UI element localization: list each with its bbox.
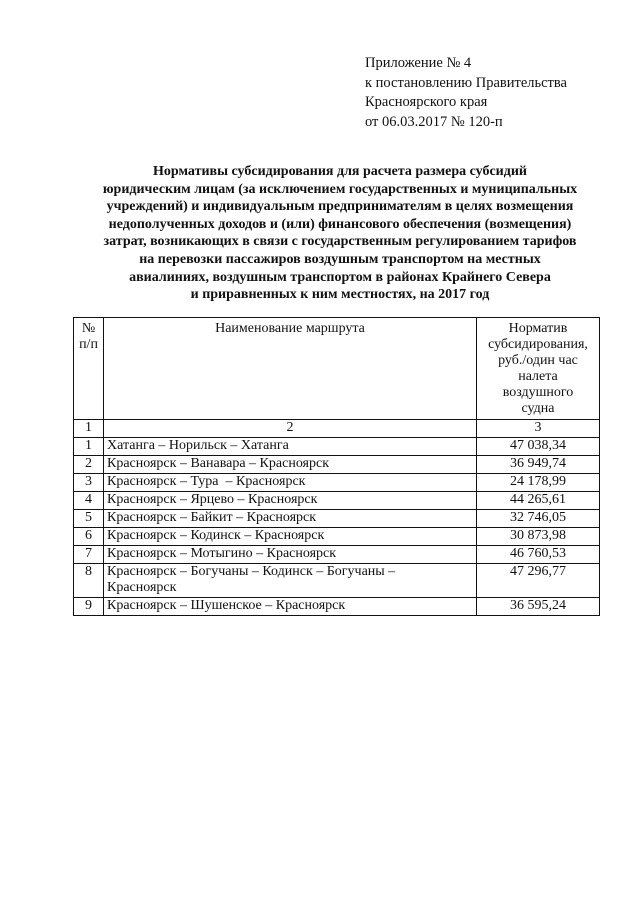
- header-number: [74, 318, 104, 420]
- header-value-line: руб./один час: [498, 353, 578, 368]
- column-index-cell: 2: [104, 420, 477, 438]
- table-row: [74, 492, 600, 510]
- title-line: авиалиниях, воздушным транспортом в районах Крайнего Севера: [129, 269, 551, 285]
- appendix-line: к постановлению Правительства: [365, 74, 567, 91]
- table-header-row: [74, 318, 600, 420]
- row-number: 1: [74, 438, 104, 456]
- header-value-line: воздушного: [502, 385, 574, 400]
- table-row: [74, 564, 600, 598]
- row-number: 5: [74, 510, 104, 528]
- table-row: [74, 598, 600, 616]
- table-row: [74, 438, 600, 456]
- appendix-block: [365, 54, 567, 132]
- appendix-line: Красноярского края: [365, 94, 488, 110]
- title-line: и приравненных к ним местностях, на 2017 год: [190, 287, 490, 303]
- appendix-line: от 06.03.2017 № 120-п: [365, 113, 503, 130]
- header-value-line: Норматив: [508, 321, 568, 336]
- route-name-line: Красноярск: [107, 580, 177, 595]
- route-name-line: Красноярск – Богучаны – Кодинск – Богучаны –: [107, 564, 396, 579]
- table-row: [74, 528, 600, 546]
- route-name: Красноярск – Ярцево – Красноярск: [104, 492, 477, 510]
- norm-value: 36 949,74: [477, 456, 600, 474]
- column-index-cell: 1: [74, 420, 104, 438]
- norm-value: 44 265,61: [477, 492, 600, 510]
- route-name: Красноярск – Байкит – Красноярск: [104, 510, 477, 528]
- header-value-line: налета: [518, 369, 558, 384]
- subsidy-norms-table: [73, 317, 600, 616]
- row-number: 2: [74, 456, 104, 474]
- table-row: [74, 456, 600, 474]
- row-number: 8: [74, 564, 104, 598]
- row-number: 9: [74, 598, 104, 616]
- norm-value: 24 178,99: [477, 474, 600, 492]
- row-number: 4: [74, 492, 104, 510]
- norm-value: 47 296,77: [477, 564, 600, 598]
- norm-value: 30 873,98: [477, 528, 600, 546]
- route-name: Красноярск – Мотыгино – Красноярск: [104, 546, 477, 564]
- header-value: [477, 318, 600, 420]
- route-name: Красноярск – Шушенское – Красноярск: [104, 598, 477, 616]
- document-title: [60, 163, 620, 304]
- route-name: Красноярск – Тура – Красноярск: [104, 474, 477, 492]
- column-index-row: [74, 420, 600, 438]
- route-name: Хатанга – Норильск – Хатанга: [104, 438, 477, 456]
- route-name: Красноярск – Кодинск – Красноярск: [104, 528, 477, 546]
- header-value-line: судна: [521, 401, 555, 416]
- title-line: учреждений) и индивидуальным предпринимателям в целях возмещения: [106, 199, 574, 215]
- header-number-line: №: [81, 321, 96, 336]
- table-row: [74, 510, 600, 528]
- title-line: Нормативы субсидирования для расчета размера субсидий: [153, 164, 527, 179]
- route-name: [104, 564, 477, 598]
- row-number: 7: [74, 546, 104, 564]
- table-row: [74, 546, 600, 564]
- title-line: недополученных доходов и (или) финансового обеспечения (возмещения): [108, 216, 572, 232]
- table-row: [74, 474, 600, 492]
- appendix-line: Приложение № 4: [365, 55, 472, 71]
- header-value-line: субсидирования,: [488, 337, 588, 352]
- title-line: юридическим лицам (за исключением государственных и муниципальных: [102, 181, 578, 197]
- title-line: затрат, возникающих в связи с государственным регулированием тарифов: [103, 234, 577, 250]
- norm-value: 47 038,34: [477, 438, 600, 456]
- header-route: Наименование маршрута: [104, 318, 477, 420]
- route-name: Красноярск – Ванавара – Красноярск: [104, 456, 477, 474]
- header-number-line: п/п: [79, 337, 98, 352]
- column-index-cell: 3: [477, 420, 600, 438]
- norm-value: 32 746,05: [477, 510, 600, 528]
- norm-value: 36 595,24: [477, 598, 600, 616]
- norm-value: 46 760,53: [477, 546, 600, 564]
- row-number: 3: [74, 474, 104, 492]
- row-number: 6: [74, 528, 104, 546]
- title-line: на перевозки пассажиров воздушным транспортом на местных: [139, 251, 541, 267]
